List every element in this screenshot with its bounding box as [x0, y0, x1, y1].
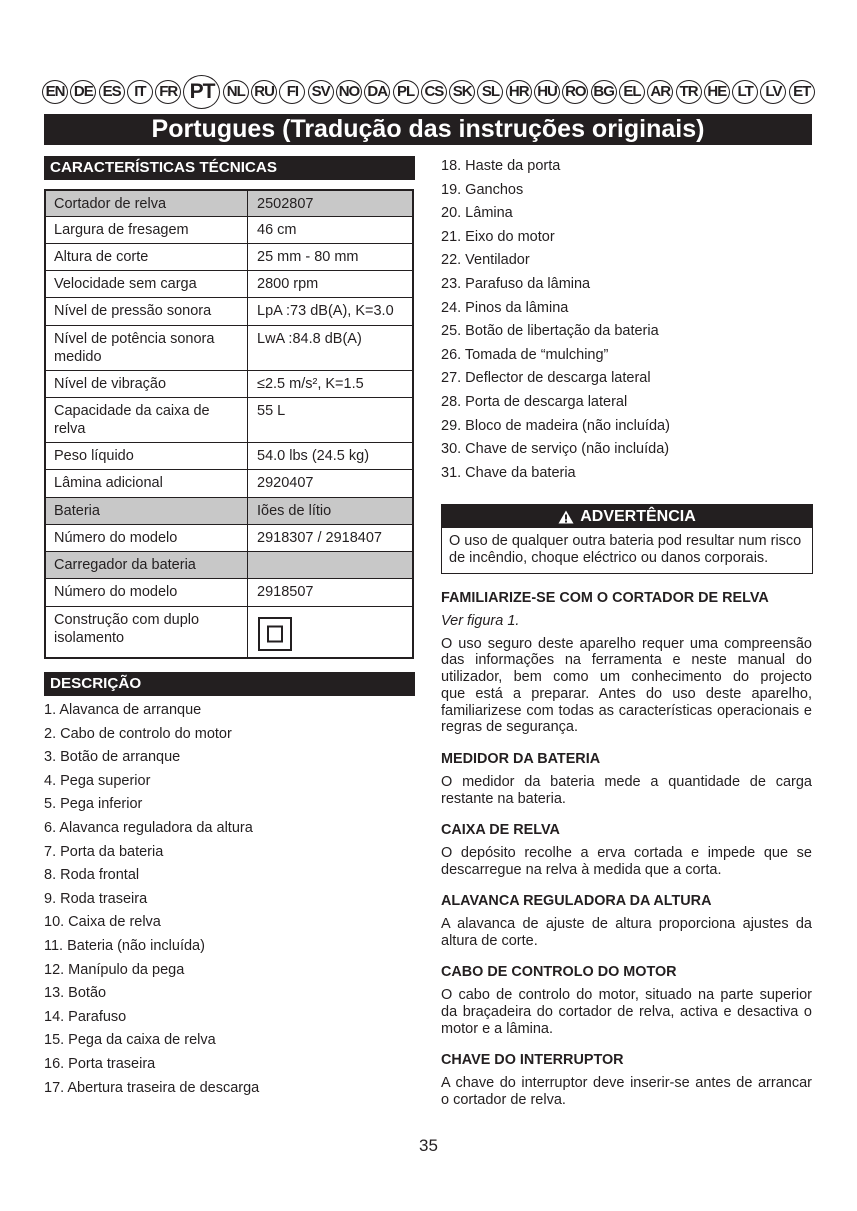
description-list-continued: [441, 155, 670, 485]
section-paragraph: [441, 916, 812, 950]
section-paragraph: [441, 845, 812, 879]
spec-label: Peso líquido: [46, 443, 248, 469]
spec-row: [46, 578, 412, 606]
spec-value: 2502807: [257, 195, 314, 212]
spec-value: 2918307 / 2918407: [257, 529, 382, 546]
section-heading: CHAVE DO INTERRUPTOR: [441, 1051, 624, 1068]
language-tab-pl: PL: [393, 80, 419, 104]
list-item: 30. Chave de serviço (não incluída): [441, 441, 670, 458]
warning-triangle-icon: [558, 510, 574, 524]
spec-value: LpA :73 dB(A), K=3.0: [257, 302, 394, 319]
paragraph-line: restante na bateria.: [441, 790, 566, 807]
warning-text: [442, 528, 812, 567]
paragraph-line: A chave do interruptor deve inserir-se antes de arrancar: [441, 1074, 812, 1091]
language-tab-da: DA: [364, 80, 390, 104]
list-item: 20. Lâmina: [441, 205, 513, 222]
list-item: 9. Roda traseira: [44, 890, 148, 907]
section-paragraph: [441, 636, 812, 737]
paragraph-line: O cabo de controlo do motor, situado na parte superior: [441, 987, 812, 1004]
list-item: 24. Pinos da lâmina: [441, 299, 569, 316]
paragraph-line: altura de corte.: [441, 932, 538, 949]
paragraph-line: O medidor da bateria mede a quantidade de carga: [441, 773, 812, 790]
page-number: 35: [419, 1136, 438, 1155]
language-tab-hu: HU: [534, 80, 560, 104]
feature-sections: [441, 590, 812, 1124]
description-list: [44, 699, 259, 1100]
spec-value: LwA :84.8 dB(A): [257, 330, 362, 347]
spec-value: 2920407: [257, 474, 314, 491]
language-tab-no: NO: [336, 80, 362, 104]
list-item: 17. Abertura traseira de descarga: [44, 1079, 260, 1096]
list-item: 23. Parafuso da lâmina: [441, 275, 591, 292]
paragraph-line: regras de segurança.: [441, 719, 579, 736]
spec-row: [46, 243, 412, 270]
paragraph-line: familiarizese com todas as características operacionais e: [441, 702, 812, 719]
list-item: 21. Eixo do motor: [441, 228, 555, 245]
language-tab-sl: SL: [477, 80, 503, 104]
list-item: 2. Cabo de controlo do motor: [44, 725, 232, 742]
section-paragraph: [441, 1075, 812, 1109]
spec-label: Construção com duplo isolamento: [46, 607, 248, 657]
list-item: 28. Porta de descarga lateral: [441, 393, 628, 410]
list-item: 29. Bloco de madeira (não incluída): [441, 417, 670, 434]
paragraph-line: O uso seguro deste aparelho requer uma compreensão: [441, 635, 812, 652]
list-item: 10. Caixa de relva: [44, 914, 161, 931]
paragraph-line: descarregue na relva à medida que a corta.: [441, 861, 722, 878]
spec-value: Iões de lítio: [257, 502, 332, 519]
spec-label: Largura de fresagem: [46, 217, 248, 243]
spec-row: [46, 442, 412, 469]
warning-text-line: O uso de qualquer outra bateria pod resultar num risco: [449, 533, 802, 549]
list-item: 31. Chave da bateria: [441, 464, 576, 481]
figure-reference: Ver figura 1.: [441, 612, 520, 629]
spec-value: 46 cm: [257, 221, 297, 238]
section-heading: CAIXA DE RELVA: [441, 821, 560, 838]
warning-title: ADVERTÊNCIA: [580, 507, 696, 525]
warning-box: [441, 504, 813, 574]
spec-value: 2800 rpm: [257, 275, 319, 292]
spec-label: Número do modelo: [46, 579, 248, 606]
spec-label: Velocidade sem carga: [46, 271, 248, 297]
spec-value: 54.0 lbs (24.5 kg): [257, 447, 370, 464]
paragraph-line: que está a preparar. Antes do uso deste aparelho,: [441, 685, 812, 702]
language-tab-pt: PT: [183, 75, 220, 109]
section-heading: MEDIDOR DA BATERIA: [441, 750, 601, 767]
spec-row: [46, 469, 412, 497]
paragraph-line: A alavanca de ajuste de altura proporciona ajustes da: [441, 915, 812, 932]
section-heading: ALAVANCA REGULADORA DA ALTURA: [441, 892, 712, 909]
language-tab-tr: TR: [676, 80, 702, 104]
specs-table: [44, 189, 414, 659]
spec-row: [46, 297, 412, 325]
language-tab-es: ES: [99, 80, 125, 104]
list-item: 18. Haste da porta: [441, 158, 561, 174]
section-heading: FAMILIARIZE-SE COM O CORTADOR DE RELVA: [441, 589, 769, 606]
spec-row: [46, 497, 412, 524]
list-item: 13. Botão: [44, 985, 107, 1002]
spec-label: Nível de pressão sonora: [46, 298, 248, 325]
double-insulation-icon: [258, 617, 292, 651]
paragraph-line: O depósito recolhe a erva cortada e impede que se: [441, 844, 812, 861]
spec-row: [46, 270, 412, 297]
spec-value: 25 mm - 80 mm: [257, 248, 359, 265]
list-item: 6. Alavanca reguladora da altura: [44, 819, 253, 836]
language-tab-it: IT: [127, 80, 153, 104]
spec-row: [46, 524, 412, 551]
list-item: 27. Deflector de descarga lateral: [441, 370, 651, 387]
language-tab-de: DE: [70, 80, 96, 104]
spec-value: [248, 607, 412, 657]
spec-label: Capacidade da caixa de relva: [46, 398, 248, 442]
language-tab-lt: LT: [732, 80, 758, 104]
list-item: 4. Pega superior: [44, 772, 151, 789]
language-tab-fi: FI: [279, 80, 305, 104]
language-tab-sv: SV: [308, 80, 334, 104]
language-tab-sk: SK: [449, 80, 475, 104]
list-item: 1. Alavanca de arranque: [44, 702, 202, 718]
spec-label: Carregador da bateria: [46, 552, 248, 578]
list-item: 5. Pega inferior: [44, 796, 143, 813]
spec-value: [248, 552, 412, 578]
list-item: 3. Botão de arranque: [44, 749, 181, 766]
spec-label: Altura de corte: [46, 244, 248, 270]
specs-heading: CARACTERÍSTICAS TÉCNICAS: [44, 156, 415, 180]
list-item: 22. Ventilador: [441, 252, 530, 269]
warning-text-line: de incêndio, choque eléctrico ou danos corporais.: [449, 550, 769, 566]
language-tab-ro: RO: [562, 80, 588, 104]
language-tab-bg: BG: [591, 80, 617, 104]
language-tab-nl: NL: [223, 80, 249, 104]
spec-row: [46, 606, 412, 657]
list-item: 14. Parafuso: [44, 1008, 127, 1025]
paragraph-line: utilizador, bem como um conhecimento do projecto: [441, 669, 812, 686]
list-item: 11. Bateria (não incluída): [44, 937, 205, 954]
list-item: 7. Porta da bateria: [44, 843, 164, 860]
warning-header: [442, 505, 812, 528]
spec-row: [46, 325, 412, 370]
section-paragraph: [441, 987, 812, 1037]
section-paragraph: [441, 774, 812, 808]
paragraph-line: das informações na ferramenta e neste manual do: [441, 652, 812, 669]
language-tab-en: EN: [42, 80, 68, 104]
list-item: 12. Manípulo da pega: [44, 961, 185, 978]
paragraph-line: motor e a lâmina.: [441, 1020, 554, 1037]
spec-row: [46, 370, 412, 397]
spec-label: Nível de vibração: [46, 371, 248, 397]
list-item: 26. Tomada de “mulching”: [441, 346, 609, 363]
list-item: 25. Botão de libertação da bateria: [441, 323, 659, 340]
list-item: 19. Ganchos: [441, 181, 524, 198]
spec-label: Nível de potência sonora medido: [46, 326, 248, 370]
language-tab-fr: FR: [155, 80, 181, 104]
spec-value: 55 L: [257, 402, 286, 419]
language-tab-et: ET: [789, 80, 815, 104]
spec-row: [46, 397, 412, 442]
spec-label: Cortador de relva: [46, 191, 248, 216]
language-tab-el: EL: [619, 80, 645, 104]
language-tabs: [42, 74, 815, 109]
language-tab-he: HE: [704, 80, 730, 104]
spec-value: ≤2.5 m/s², K=1.5: [257, 375, 364, 392]
description-heading: DESCRIÇÃO: [44, 672, 415, 696]
language-tab-cs: CS: [421, 80, 447, 104]
page-title: Portugues (Tradução das instruções originais): [44, 114, 812, 145]
paragraph-line: da braçadeira do cortador de relva, activa e desactiva o: [441, 1003, 812, 1020]
paragraph-line: o cortador de relva.: [441, 1091, 566, 1108]
spec-label: Lâmina adicional: [46, 470, 248, 497]
section-heading: CABO DE CONTROLO DO MOTOR: [441, 964, 677, 981]
list-item: 16. Porta traseira: [44, 1055, 156, 1072]
list-item: 8. Roda frontal: [44, 867, 140, 884]
language-tab-ar: AR: [647, 80, 673, 104]
language-tab-ru: RU: [251, 80, 277, 104]
list-item: 15. Pega da caixa de relva: [44, 1032, 216, 1049]
spec-value: 2918507: [257, 583, 314, 600]
spec-row: [46, 216, 412, 243]
spec-row: [46, 191, 412, 216]
spec-label: Bateria: [46, 498, 248, 524]
spec-row: [46, 551, 412, 578]
language-tab-hr: HR: [506, 80, 532, 104]
spec-label: Número do modelo: [46, 525, 248, 551]
language-tab-lv: LV: [760, 80, 786, 104]
